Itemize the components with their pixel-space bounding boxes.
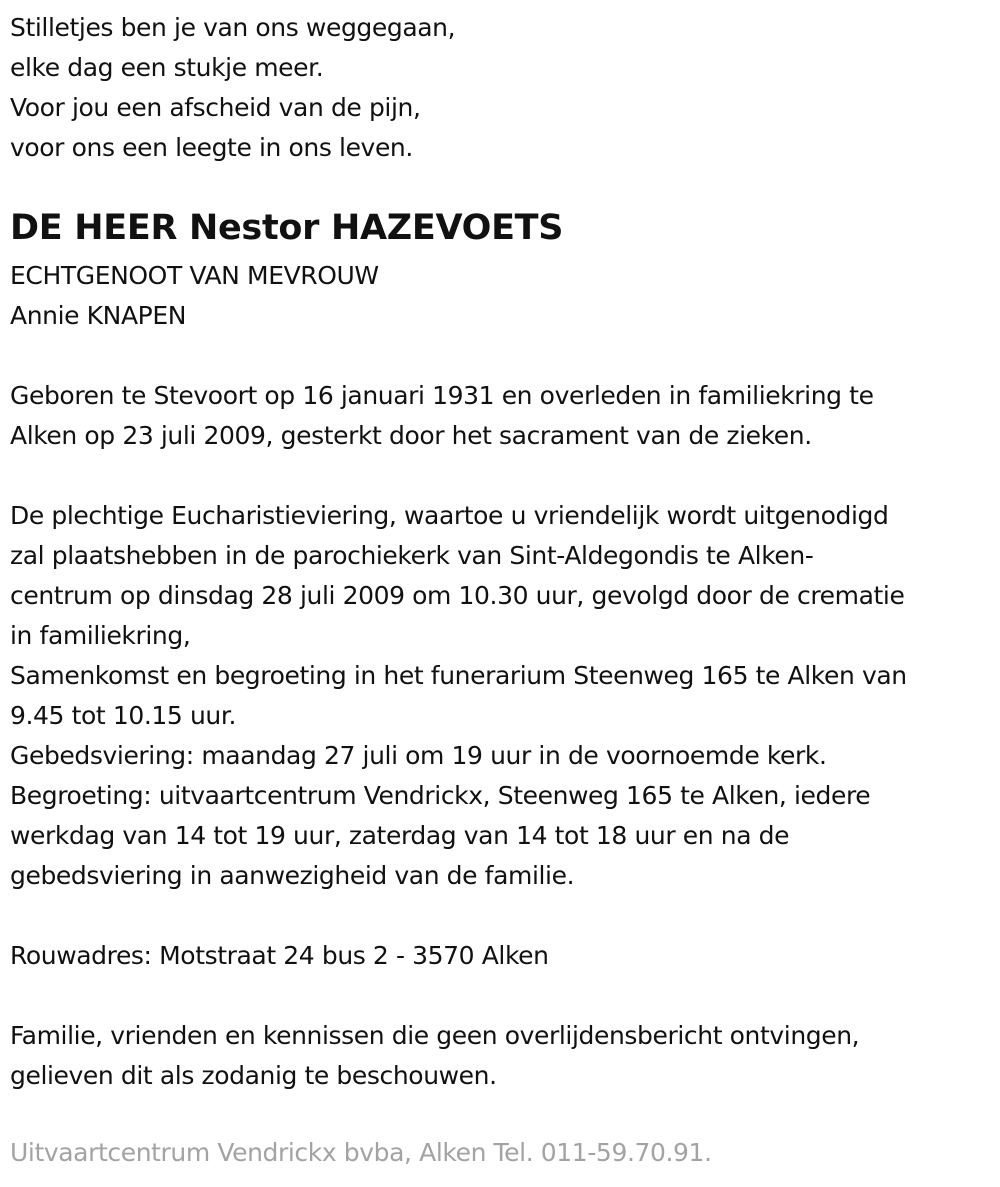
paragraph-line: centrum op dinsdag 28 juli 2009 om 10.30 uur, gevolgd door de crematie (10, 581, 905, 610)
spouse-name: Annie KNAPEN (10, 301, 187, 330)
paragraph-line: Alken op 23 juli 2009, gesterkt door het sacrament van de zieken. (10, 421, 812, 450)
poem (10, 8, 995, 168)
poem-line: voor ons een leegte in ons leven. (10, 133, 413, 162)
paragraph-line: 9.45 tot 10.15 uur. (10, 701, 236, 730)
paragraph-line: Familie, vrienden en kennissen die geen overlijdensbericht ontvingen, (10, 1021, 860, 1050)
paragraph-line: Samenkomst en begroeting in het funerarium Steenweg 165 te Alken van (10, 661, 907, 690)
obituary-document (10, 8, 995, 1096)
paragraph-line: zal plaatshebben in de parochiekerk van Sint-Aldegondis te Alken- (10, 541, 814, 570)
poem-line: Voor jou een afscheid van de pijn, (10, 93, 421, 122)
poem-line: Stilletjes ben je van ons weggegaan, (10, 13, 456, 42)
ceremony-paragraph (10, 496, 995, 896)
funeral-home-footer: Uitvaartcentrum Vendrickx bvba, Alken Tel. 011-59.70.91. (10, 1138, 712, 1167)
birth-death-paragraph (10, 376, 995, 456)
paragraph-line: in familiekring, (10, 621, 191, 650)
paragraph-line: werkdag van 14 tot 19 uur, zaterdag van 14 tot 18 uur en na de (10, 821, 790, 850)
mourning-address: Rouwadres: Motstraat 24 bus 2 - 3570 Alken (10, 941, 549, 970)
paragraph-line: Geboren te Stevoort op 16 januari 1931 en overleden in familiekring te (10, 381, 874, 410)
paragraph-line: Gebedsviering: maandag 27 juli om 19 uur in de voornoemde kerk. (10, 741, 827, 770)
paragraph-line: gebedsviering in aanwezigheid van de familie. (10, 861, 575, 890)
notice-paragraph (10, 1016, 995, 1096)
paragraph-line: Begroeting: uitvaartcentrum Vendrickx, Steenweg 165 te Alken, iedere (10, 781, 871, 810)
deceased-name: DE HEER Nestor HAZEVOETS (10, 208, 564, 248)
paragraph-line: gelieven dit als zodanig te beschouwen. (10, 1061, 497, 1090)
spouse-relation: ECHTGENOOT VAN MEVROUW (10, 261, 379, 290)
poem-line: elke dag een stukje meer. (10, 53, 324, 82)
paragraph-line: De plechtige Eucharistieviering, waartoe u vriendelijk wordt uitgenodigd (10, 501, 889, 530)
